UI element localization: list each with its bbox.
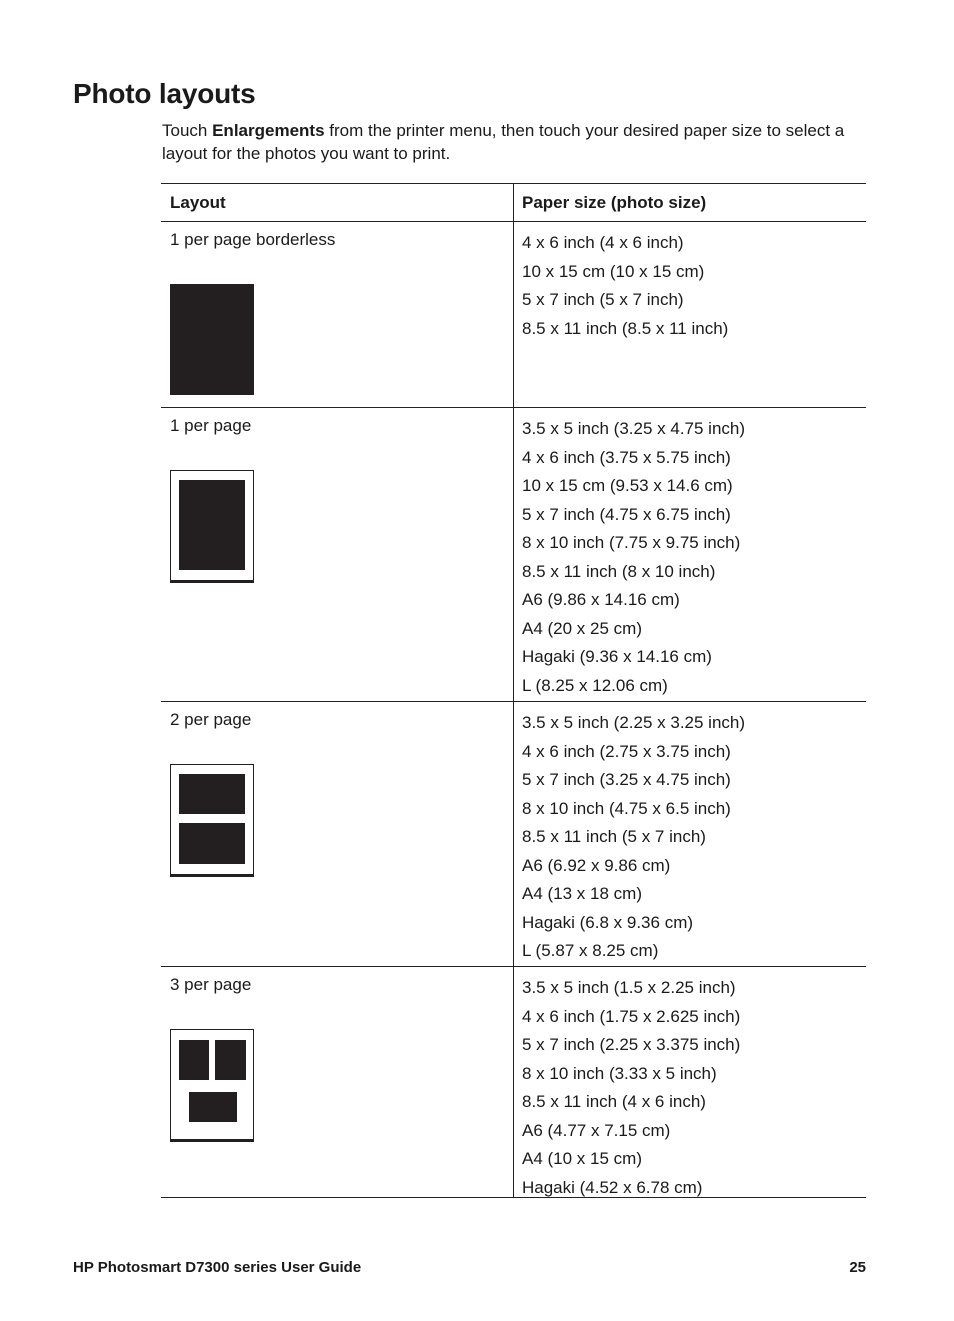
layout-name: 2 per page <box>170 710 252 729</box>
list-item: 8 x 10 inch (3.33 x 5 inch) <box>522 1063 717 1083</box>
list-item: 5 x 7 inch (3.25 x 4.75 inch) <box>522 770 731 789</box>
photo-block <box>179 774 245 814</box>
list-item: Hagaki (6.8 x 9.36 cm) <box>522 912 694 932</box>
list-item: L (8.25 x 12.06 cm) <box>522 675 668 695</box>
intro-paragraph <box>162 119 874 165</box>
list-item: 8 x 10 inch (7.75 x 9.75 inch) <box>522 533 741 552</box>
list-item: A4 (13 x 18 cm) <box>522 884 642 903</box>
three-per-page-layout-icon <box>170 1029 254 1140</box>
list-item: 4 x 6 inch (3.75 x 5.75 inch) <box>522 447 731 467</box>
list-item: 10 x 15 cm (10 x 15 cm) <box>522 261 705 281</box>
list-item: L (5.87 x 8.25 cm) <box>522 941 659 960</box>
list-item: 8.5 x 11 inch (5 x 7 inch) <box>522 827 706 846</box>
paper-size-list <box>522 974 740 1202</box>
photo-block <box>179 1040 209 1080</box>
layout-name: 3 per page <box>170 975 252 994</box>
list-item: A6 (9.86 x 14.16 cm) <box>522 590 680 609</box>
list-item: 8 x 10 inch (4.75 x 6.5 inch) <box>522 798 731 818</box>
list-item: 4 x 6 inch (2.75 x 3.75 inch) <box>522 741 731 761</box>
list-item: A6 (4.77 x 7.15 cm) <box>522 1120 671 1140</box>
list-item: 8.5 x 11 inch (8 x 10 inch) <box>522 561 716 581</box>
list-item: A4 (20 x 25 cm) <box>522 618 642 638</box>
photo-layouts-table <box>161 183 866 1198</box>
list-item: A6 (6.92 x 9.86 cm) <box>522 855 671 875</box>
intro-enlargements-term: Enlargements <box>212 121 325 140</box>
table-row <box>161 408 866 702</box>
list-item: 5 x 7 inch (2.25 x 3.375 inch) <box>522 1035 741 1054</box>
photo-block <box>179 823 245 864</box>
page-title: Photo layouts <box>73 78 256 109</box>
list-item: 8.5 x 11 inch (8.5 x 11 inch) <box>522 318 729 338</box>
header-layout: Layout <box>170 193 226 212</box>
header-paper-size: Paper size (photo size) <box>522 193 707 212</box>
list-item: 10 x 15 cm (9.53 x 14.6 cm) <box>522 476 733 495</box>
layout-name: 1 per page borderless <box>170 230 336 249</box>
footer-page-number: 25 <box>849 1259 866 1276</box>
list-item: Hagaki (4.52 x 6.78 cm) <box>522 1177 703 1197</box>
two-per-page-layout-icon <box>170 764 254 875</box>
list-item: 4 x 6 inch (1.75 x 2.625 inch) <box>522 1006 741 1026</box>
photo-block <box>189 1092 237 1122</box>
paper-size-list <box>522 415 745 700</box>
one-per-page-layout-icon <box>170 470 254 581</box>
list-item: 3.5 x 5 inch (2.25 x 3.25 inch) <box>522 713 746 732</box>
table-row <box>161 222 866 408</box>
list-item: Hagaki (9.36 x 14.16 cm) <box>522 647 712 666</box>
list-item: 3.5 x 5 inch (1.5 x 2.25 inch) <box>522 978 736 997</box>
list-item: 4 x 6 inch (4 x 6 inch) <box>522 233 684 252</box>
intro-text-after: from the printer menu, then touch your desired paper size to select a layout for the photos you want to print. <box>162 121 845 163</box>
list-item: 3.5 x 5 inch (3.25 x 4.75 inch) <box>522 419 746 438</box>
intro-text-before: Touch <box>162 121 213 140</box>
list-item: A4 (10 x 15 cm) <box>522 1149 642 1168</box>
paper-size-list <box>522 709 745 966</box>
table-header-row <box>161 183 866 222</box>
footer-guide-title: HP Photosmart D7300 series User Guide <box>73 1259 362 1276</box>
list-item: 5 x 7 inch (4.75 x 6.75 inch) <box>522 504 731 524</box>
photo-block <box>179 480 245 570</box>
list-item: 5 x 7 inch (5 x 7 inch) <box>522 290 684 309</box>
table-row <box>161 702 866 967</box>
photo-block <box>215 1040 246 1080</box>
table-row <box>161 967 866 1198</box>
layout-name: 1 per page <box>170 416 252 435</box>
borderless-layout-icon <box>170 284 254 395</box>
paper-size-list <box>522 229 728 343</box>
list-item: 8.5 x 11 inch (4 x 6 inch) <box>522 1092 706 1111</box>
